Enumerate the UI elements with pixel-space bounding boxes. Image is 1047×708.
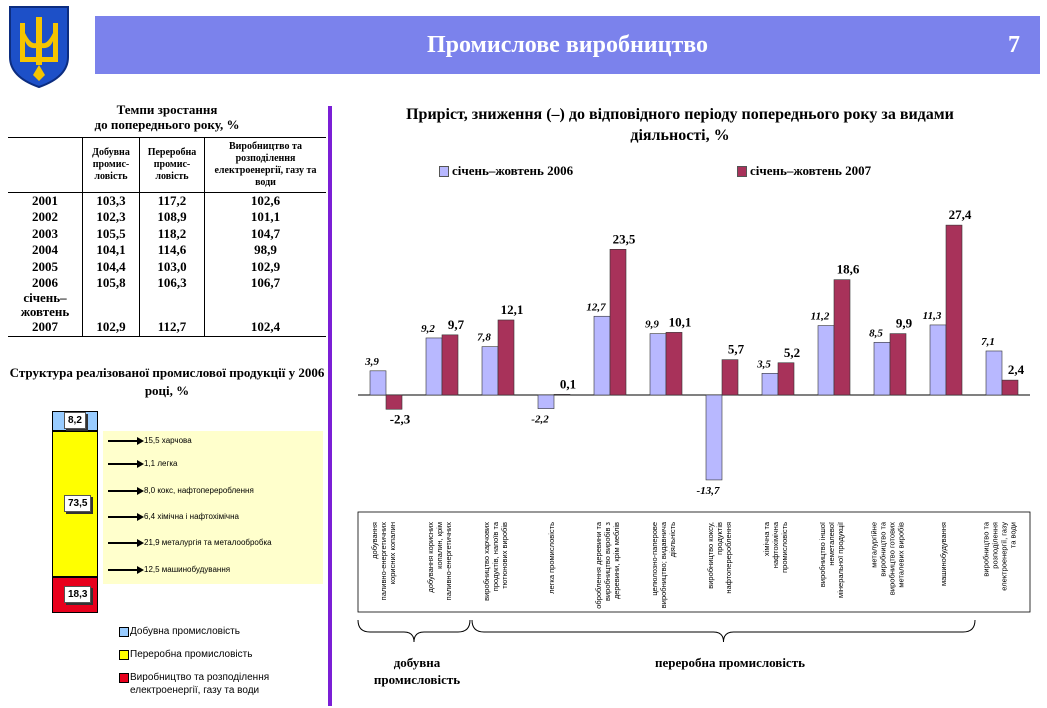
category-label bbox=[762, 521, 789, 573]
table-cell: 2006 bbox=[32, 275, 58, 291]
category-label-line: металургійне bbox=[869, 522, 879, 568]
bar bbox=[426, 338, 442, 395]
bar bbox=[930, 325, 946, 395]
data-label: 18,6 bbox=[836, 261, 860, 277]
table-cell: 105,5 bbox=[83, 226, 140, 242]
bar bbox=[610, 249, 626, 395]
bar bbox=[370, 371, 386, 395]
category-label bbox=[426, 522, 453, 601]
data-label: 9,9 bbox=[895, 315, 913, 331]
table-cell: 2002 bbox=[32, 209, 58, 225]
breakdown-item-label: 6,4 хімічна і нафтохімічна bbox=[144, 512, 239, 521]
legend-swatch bbox=[119, 650, 129, 660]
data-label: 3,9 bbox=[365, 355, 379, 368]
category-label-line: добування корисних bbox=[426, 522, 435, 593]
data-label: 8,5 bbox=[869, 327, 883, 340]
legend-label: Добувна промисловість bbox=[130, 626, 240, 637]
table-cell: 104,4 bbox=[83, 259, 140, 275]
arrow-right-icon bbox=[108, 516, 138, 518]
category-label-line: виробництво готових bbox=[887, 522, 897, 596]
data-label: 12,1 bbox=[500, 301, 524, 317]
breakdown-item-label: 15,5 харчова bbox=[144, 436, 192, 445]
table-cell: 2005 bbox=[32, 258, 58, 274]
legend-swatch bbox=[119, 673, 129, 683]
data-label: 5,7 bbox=[727, 341, 745, 357]
table-cell: 102,9 bbox=[205, 259, 327, 275]
breakdown-item-label: 12,5 машинобудування bbox=[144, 565, 231, 574]
table-cell: 104,1 bbox=[83, 242, 140, 258]
category-label-line: та води bbox=[1008, 522, 1018, 549]
table-cell: 102,3 bbox=[83, 209, 140, 225]
legend-label: Виробництво та розподілення електроенергії, газу та води bbox=[130, 672, 270, 696]
category-label bbox=[706, 522, 733, 594]
data-label: 2,4 bbox=[1007, 362, 1025, 378]
bar bbox=[818, 326, 834, 395]
page-number: 7 bbox=[1008, 32, 1020, 58]
category-label bbox=[650, 521, 677, 608]
category-label-line: паливно-енергетичних bbox=[444, 522, 453, 601]
category-label bbox=[482, 521, 509, 601]
category-label bbox=[370, 522, 397, 601]
category-label-frame bbox=[358, 512, 1030, 612]
table-cell: 102,9 bbox=[83, 319, 140, 336]
category-label bbox=[547, 522, 556, 594]
category-label bbox=[594, 521, 621, 609]
category-label-line: виробництво; видавнича bbox=[659, 522, 668, 609]
category-label-line: продуктів bbox=[715, 522, 724, 555]
breakdown-item-label: 1,1 легка bbox=[144, 459, 178, 468]
page-title: Промислове виробництво bbox=[426, 32, 709, 58]
table-cell: 102,6 bbox=[205, 193, 327, 210]
category-label-line: діяльність bbox=[668, 522, 677, 558]
bar bbox=[706, 395, 722, 480]
category-label-line: тютюнових виробів bbox=[500, 522, 509, 589]
category-label-line: хімічна та bbox=[762, 522, 771, 557]
breakdown-item-label: 21,9 металургія та металообробка bbox=[144, 538, 272, 547]
chart-title: Приріст, зниження (–) до відповідного періоду попереднього року за видами діяльності, % bbox=[406, 106, 954, 144]
table-cell: 118,2 bbox=[140, 226, 205, 242]
data-label: 9,9 bbox=[645, 318, 659, 331]
bar bbox=[986, 351, 1002, 395]
category-label-line: легка промисловість bbox=[547, 522, 556, 594]
category-label bbox=[982, 521, 1018, 591]
category-label-line: виробництво та bbox=[878, 522, 888, 577]
bar bbox=[498, 320, 514, 395]
table-cell: 108,9 bbox=[140, 209, 205, 225]
rates-header-cell: Виробництво та розподілення електроенергії, газу та води bbox=[205, 138, 327, 193]
data-label: -13,7 bbox=[696, 484, 720, 497]
structure-segment-label: 18,3 bbox=[64, 586, 91, 603]
table-cell: 2003 bbox=[32, 225, 58, 241]
category-label-line: промисловість bbox=[780, 522, 789, 573]
rates-header-cell: Переробна промис-ловість bbox=[140, 138, 205, 193]
table-cell: 2001 bbox=[32, 193, 58, 208]
table-cell: 2004 bbox=[32, 242, 58, 258]
group-label-processing: переробна промисловість bbox=[655, 655, 805, 670]
bar bbox=[1002, 380, 1018, 395]
breakdown-item-label: 8,0 кокс, нафтоперероблення bbox=[144, 486, 254, 495]
data-label: 0,1 bbox=[559, 376, 577, 392]
category-label-line: целюлозно-паперове bbox=[650, 522, 659, 596]
data-label: 11,3 bbox=[922, 309, 942, 322]
structure-title: Структура реалізованої промислової продукції у 2006 році, % bbox=[9, 365, 325, 398]
category-label-line: виробництво харчових bbox=[482, 522, 491, 601]
data-label: -2,2 bbox=[531, 413, 549, 426]
category-label-line: продуктів, напоїв та bbox=[491, 522, 500, 592]
data-label: 10,1 bbox=[668, 314, 692, 330]
data-label: 23,5 bbox=[612, 231, 636, 247]
rates-header-cell: Добувна промис-ловість bbox=[83, 138, 140, 193]
data-label: 3,5 bbox=[757, 358, 771, 371]
bar bbox=[722, 360, 738, 395]
bar bbox=[946, 225, 962, 395]
table-cell: 102,4 bbox=[205, 319, 327, 336]
category-label-line: машинобудування bbox=[939, 522, 948, 587]
arrow-right-icon bbox=[108, 463, 138, 465]
category-label bbox=[818, 521, 845, 598]
bar bbox=[386, 395, 402, 409]
data-label: 7,1 bbox=[981, 335, 995, 348]
category-label-line: розподілення bbox=[990, 522, 1000, 569]
category-label-line: виробництво коксу, bbox=[706, 522, 715, 589]
category-label-line: нафтохімічна bbox=[771, 522, 780, 569]
group-label-extraction: добувна промисловість bbox=[373, 655, 461, 687]
table-cell: 114,6 bbox=[140, 242, 205, 258]
category-label-line: паливно-енергетичних bbox=[379, 522, 388, 601]
data-label: 12,7 bbox=[586, 301, 606, 314]
data-label: 7,8 bbox=[477, 331, 491, 344]
arrow-right-icon bbox=[108, 542, 138, 544]
bar bbox=[778, 363, 794, 395]
structure-legend-item bbox=[130, 648, 320, 661]
category-label-line: мінеральної продукції bbox=[836, 522, 845, 598]
table-cell: 104,7 bbox=[205, 226, 327, 242]
group-brace-processing bbox=[472, 620, 975, 642]
table-cell: 117,2 bbox=[140, 193, 205, 210]
structure-legend-item bbox=[130, 625, 320, 638]
legend-label: січень–жовтень 2006 bbox=[452, 163, 574, 178]
table-cell: 103,3 bbox=[83, 193, 140, 210]
category-label bbox=[939, 522, 948, 586]
category-label-line: металевих виробів bbox=[896, 522, 906, 588]
data-label: 11,2 bbox=[810, 310, 830, 323]
legend-label: січень–жовтень 2007 bbox=[750, 163, 872, 178]
table-cell: 112,7 bbox=[140, 319, 205, 336]
bar bbox=[482, 347, 498, 395]
category-label-line: оброблення деревини та bbox=[594, 522, 603, 609]
legend-swatch bbox=[119, 627, 129, 637]
arrow-right-icon bbox=[108, 569, 138, 571]
bar bbox=[666, 332, 682, 395]
bar bbox=[594, 316, 610, 395]
table-cell: 106,7 bbox=[205, 275, 327, 291]
arrow-right-icon bbox=[108, 490, 138, 492]
arrow-right-icon bbox=[108, 440, 138, 442]
category-label-line: виробництво виробів з bbox=[603, 522, 612, 602]
rates-table-title: Темпи зростання до попереднього року, % bbox=[94, 102, 240, 132]
data-label: 9,7 bbox=[447, 316, 465, 332]
category-label-line: добування bbox=[370, 522, 379, 559]
table-cell: 2007 bbox=[8, 319, 83, 336]
bar bbox=[442, 335, 458, 395]
bar bbox=[538, 395, 554, 409]
category-label-line: корисних копалин bbox=[388, 522, 397, 585]
table-cell: 106,3 bbox=[140, 275, 205, 291]
bar bbox=[554, 394, 570, 395]
bar bbox=[874, 342, 890, 395]
data-label: 27,4 bbox=[948, 207, 972, 223]
group-brace-extraction bbox=[358, 620, 470, 642]
category-label-line: виробництво та bbox=[981, 522, 991, 577]
table-cell: 98,9 bbox=[205, 242, 327, 258]
category-label-line: копалин, крім bbox=[435, 522, 444, 569]
data-label: 9,2 bbox=[421, 322, 435, 335]
bar bbox=[890, 334, 906, 395]
category-label-line: нафтоперероблення bbox=[724, 522, 733, 594]
category-label-line: електроенергії, газу bbox=[999, 522, 1009, 591]
category-label-line: виробництво іншої bbox=[818, 522, 827, 588]
category-label-line: неметалевої bbox=[827, 522, 836, 566]
bar bbox=[834, 280, 850, 395]
category-label bbox=[870, 521, 906, 595]
structure-segment-label: 8,2 bbox=[64, 412, 86, 429]
table-cell: 103,0 bbox=[140, 259, 205, 275]
bar bbox=[650, 334, 666, 395]
table-cell: січень–жовтень bbox=[20, 290, 70, 320]
data-label: -2,3 bbox=[389, 411, 411, 427]
structure-legend-item bbox=[130, 671, 300, 697]
category-label-line: деревини, крім меблів bbox=[612, 522, 621, 600]
table-cell: 101,1 bbox=[205, 209, 327, 225]
structure-segment-label: 73,5 bbox=[64, 495, 91, 512]
bar bbox=[762, 373, 778, 395]
table-cell: 105,8 bbox=[83, 275, 140, 291]
legend-label: Переробна промисловість bbox=[130, 649, 253, 660]
data-label: 5,2 bbox=[783, 344, 801, 360]
